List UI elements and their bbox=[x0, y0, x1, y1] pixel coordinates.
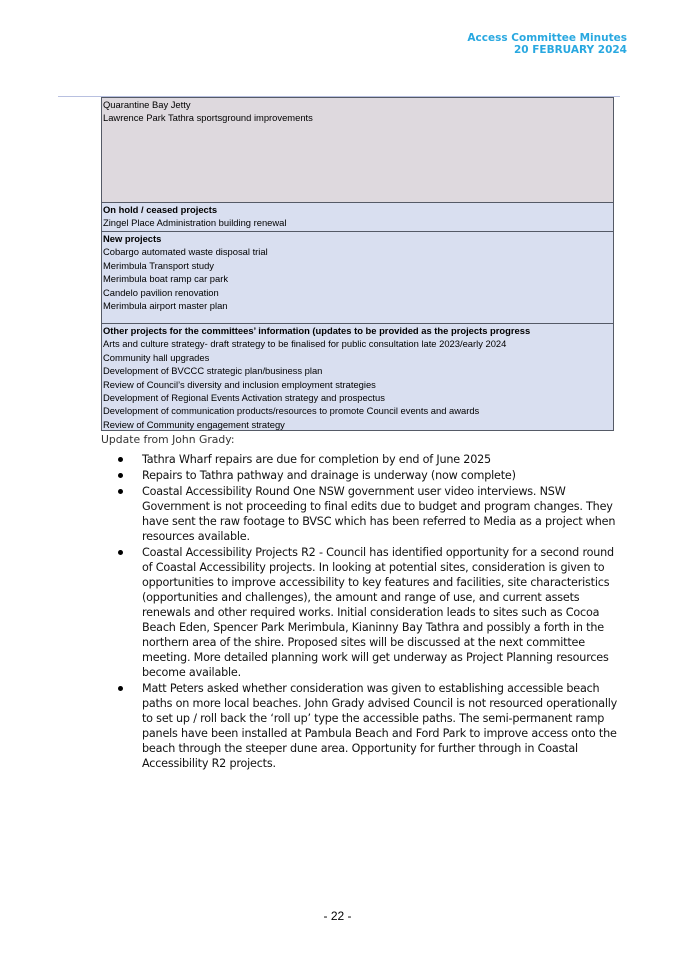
table-item: Cobargo automated waste disposal trial bbox=[103, 246, 268, 258]
header-title: Access Committee Minutes bbox=[467, 32, 627, 44]
update-bullet-list bbox=[118, 452, 618, 772]
bullet-icon bbox=[118, 686, 123, 691]
table-section-current-continued bbox=[102, 97, 613, 202]
bullet-icon bbox=[118, 489, 123, 494]
table-item: Development of BVCCC strategic plan/business plan bbox=[103, 365, 323, 377]
table-item: Review of Community engagement strategy bbox=[103, 418, 285, 430]
table-item: Candelo pavilion renovation bbox=[103, 286, 219, 298]
update-label: Update from John Grady: bbox=[101, 433, 235, 446]
table-item: Lawrence Park Tathra sportsground improvements bbox=[103, 112, 313, 124]
section-heading: New projects bbox=[103, 233, 162, 244]
table-item: Quarantine Bay Jetty bbox=[103, 99, 191, 110]
table-item: Arts and culture strategy- draft strategy to be finalised for public consultation late 2023/early 2024 bbox=[103, 338, 507, 350]
table-item: Zingel Place Administration building renewal bbox=[103, 217, 287, 229]
bullet-icon bbox=[118, 457, 123, 462]
bullet-item: Coastal Accessibility Projects R2 - Council has identified opportunity for a second round of Coastal Accessibility projects. In looking at potential sites, consideration is given to opportunities to improve accessibility to key features and facilities, site characteristics (opportunities and challenges), the amount and range of use, and current assets renewals and other required works. Initial consideration leads to sites such as Cocoa Beach Eden, Spencer Park Merimbula, Kianinny Bay Tathra and possibly a forth in the northern area of the shire. Proposed sites will be discussed at the next committee meeting. More detailed planning work will get underway as Project Planning resources become available. bbox=[118, 545, 618, 680]
table-section-on-hold bbox=[102, 202, 613, 231]
table-item: Development of Regional Events Activation strategy and prospectus bbox=[103, 392, 385, 404]
bullet-item: Tathra Wharf repairs are due for completion by end of June 2025 bbox=[118, 452, 618, 467]
table-item: Merimbula Transport study bbox=[103, 259, 214, 271]
page-number: - 22 - bbox=[323, 909, 352, 923]
bullet-item: Coastal Accessibility Round One NSW government user video interviews. NSW Government is not proceeding to final edits due to budget and program changes. They have sent the raw footage to BVSC which has been referred to Media as a project when resources available. bbox=[118, 484, 618, 544]
table-section-other-projects bbox=[102, 323, 613, 430]
document-header bbox=[467, 32, 627, 56]
table-item: Development of communication products/resources to promote Council events and awards bbox=[103, 405, 480, 417]
table-item: Merimbula boat ramp car park bbox=[103, 273, 229, 285]
table-item: Community hall upgrades bbox=[103, 351, 210, 363]
section-heading: Other projects for the committees’ information (updates to be provided as the projects progress bbox=[103, 325, 531, 336]
section-heading: On hold / ceased projects bbox=[103, 204, 218, 215]
table-section-new-projects bbox=[102, 231, 613, 323]
table-item: Review of Council’s diversity and inclusion employment strategies bbox=[103, 378, 376, 390]
header-date: 20 FEBRUARY 2024 bbox=[513, 44, 627, 56]
projects-table bbox=[101, 97, 614, 431]
bullet-icon bbox=[118, 550, 123, 555]
bullet-icon bbox=[118, 473, 123, 478]
bullet-item: Matt Peters asked whether consideration was given to establishing accessible beach paths on more local beaches. John Grady advised Council is not resourced operationally to set up / roll back the ‘roll up’ type the accessible paths. The semi-permanent ramp panels have been installed at Pambula Beach and Ford Park to improve access onto the beach through the steeper dune area. Opportunity for further through in Coastal Accessibility R2 projects. bbox=[118, 681, 618, 771]
bullet-item: Repairs to Tathra pathway and drainage is underway (now complete) bbox=[118, 468, 618, 483]
table-item: Merimbula airport master plan bbox=[103, 300, 228, 312]
